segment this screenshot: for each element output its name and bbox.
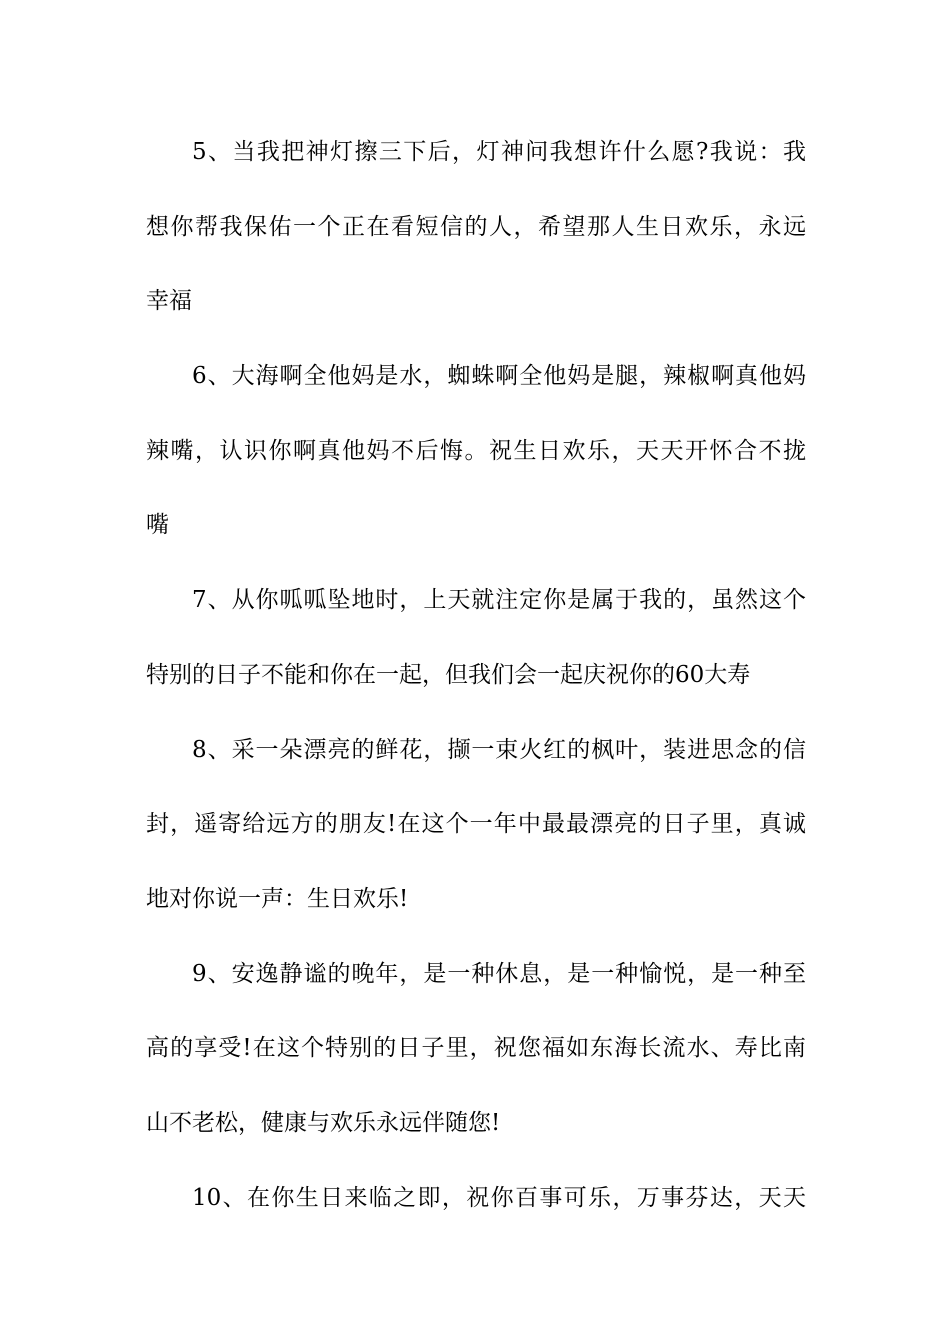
paragraph-5-line-1: 5、当我把神灯擦三下后，灯神问我想许什么愿?我说：我 bbox=[192, 139, 806, 165]
paragraph-6-line-3: 嘴 bbox=[146, 512, 169, 538]
paragraph-10-line-1: 10、在你生日来临之即，祝你百事可乐，万事芬达，天天 bbox=[192, 1185, 806, 1211]
paragraph-7-line-1: 7、从你呱呱坠地时，上天就注定你是属于我的，虽然这个 bbox=[192, 587, 806, 613]
paragraph-8-line-3: 地对你说一声：生日欢乐! bbox=[146, 886, 409, 912]
paragraph-8-line-1: 8、采一朵漂亮的鲜花，撷一束火红的枫叶，装进思念的信 bbox=[192, 737, 806, 763]
paragraph-6-line-1: 6、大海啊全他妈是水，蜘蛛啊全他妈是腿，辣椒啊真他妈 bbox=[192, 363, 806, 389]
paragraph-6-line-2: 辣嘴，认识你啊真他妈不后悔。祝生日欢乐，天天开怀合不拢 bbox=[146, 438, 806, 464]
paragraph-5-line-3: 幸福 bbox=[146, 288, 192, 314]
paragraph-9-line-1: 9、安逸静谧的晚年，是一种休息，是一种愉悦，是一种至 bbox=[192, 961, 806, 987]
paragraph-9-line-3: 山不老松，健康与欢乐永远伴随您! bbox=[146, 1110, 501, 1136]
paragraph-7-line-2: 特别的日子不能和你在一起，但我们会一起庆祝你的60大寿 bbox=[146, 662, 751, 688]
paragraph-9-line-2: 高的享受!在这个特别的日子里，祝您福如东海长流水、寿比南 bbox=[146, 1035, 806, 1061]
paragraph-5-line-2: 想你帮我保佑一个正在看短信的人，希望那人生日欢乐，永远 bbox=[146, 214, 806, 240]
paragraph-8-line-2: 封，遥寄给远方的朋友!在这个一年中最最漂亮的日子里，真诚 bbox=[146, 811, 806, 837]
